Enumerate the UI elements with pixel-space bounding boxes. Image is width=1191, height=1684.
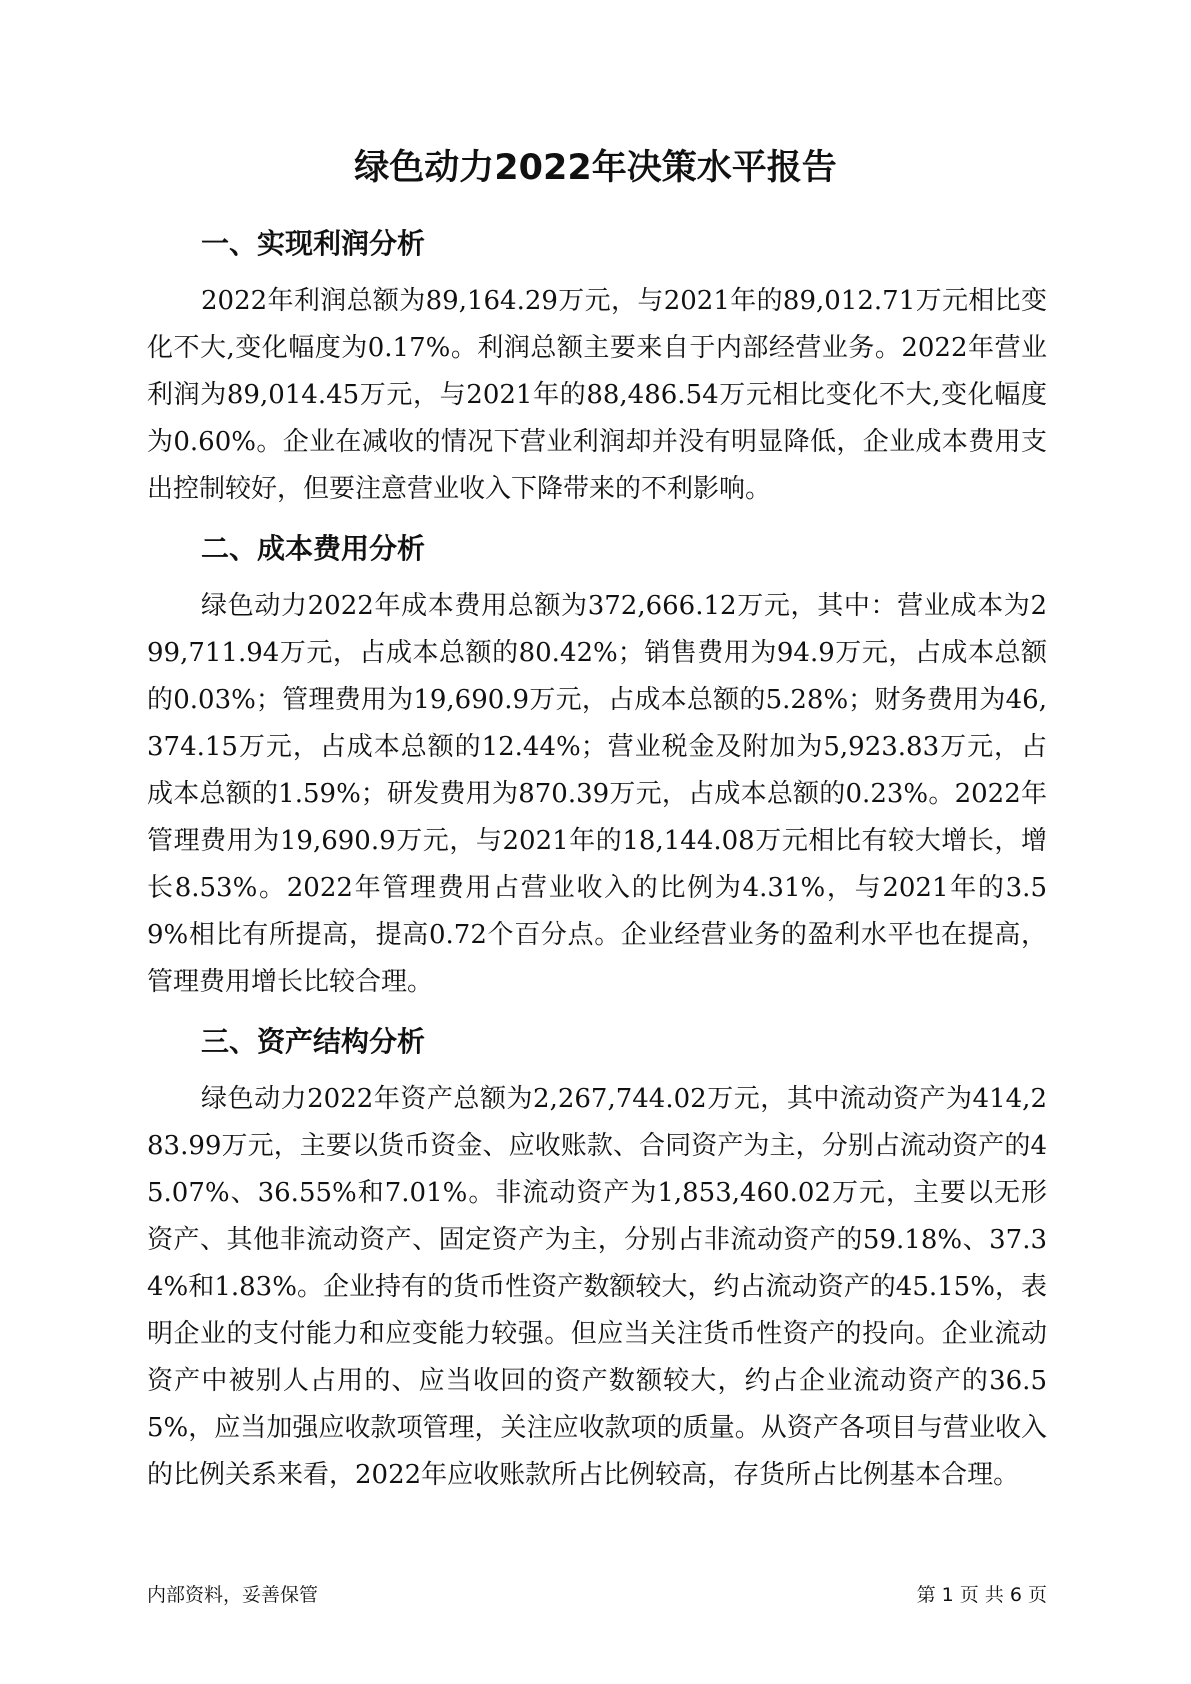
section-paragraph: 绿色动力2022年资产总额为2,267,744.02万元，其中流动资产为414,283.99万元，主要以货币资金、应收账款、合同资产为主，分别占流动资产的45.07%、36.55%和7.01%。非流动资产为1,853,460.02万元，主要以无形资产、其他非流动资产、固定资产为主，分别占非流动资产的59.18%、37.34%和1.83%。企业持有的货币性资产数额较大，约占流动资产的45.15%，表明企业的支付能力和应变能力较强。但应当关注货币性资产的投向。企业流动资产中被别人占用的、应当收回的资产数额较大，约占企业流动资产的36.55%，应当加强应收款项管理，关注应收款项的质量。从资产各项目与营业收入的比例关系来看，2022年应收账款所占比例较高，存货所占比例基本合理。 [147, 1084, 1047, 1490]
section-heading: 三、资产结构分析 [201, 1025, 426, 1058]
section-paragraph: 绿色动力2022年成本费用总额为372,666.12万元，其中：营业成本为299,711.94万元，占成本总额的80.42%；销售费用为94.9万元，占成本总额的0.03%；管理费用为19,690.9万元，占成本总额的5.28%；财务费用为46,374.15万元，占成本总额的12.44%；营业税金及附加为5,923.83万元，占成本总额的1.59%；研发费用为870.39万元，占成本总额的0.23%。2022年管理费用为19,690.9万元，与2021年的18,144.08万元相比有较大增长，增长8.53%。2022年管理费用占营业收入的比例为4.31%，与2021年的3.59%相比有所提高，提高0.72个百分点。企业经营业务的盈利水平也在提高，管理费用增长比较合理。 [147, 591, 1047, 997]
section-heading: 一、实现利润分析 [201, 227, 426, 260]
footer-confidential-note: 内部资料，妥善保管 [147, 1584, 319, 1606]
section-paragraph: 2022年利润总额为89,164.29万元，与2021年的89,012.71万元相比变化不大,变化幅度为0.17%。利润总额主要来自于内部经营业务。2022年营业利润为89,014.45万元，与2021年的88,486.54万元相比变化不大,变化幅度为0.60%。企业在减收的情况下营业利润却并没有明显降低，企业成本费用支出控制较好，但要注意营业收入下降带来的不利影响。 [147, 286, 1047, 504]
section-asset-structure-analysis [147, 1020, 1047, 1499]
document-body [147, 222, 1047, 1513]
footer-page-number: 第 1 页 共 6 页 [916, 1584, 1047, 1606]
section-cost-analysis [147, 527, 1047, 1006]
section-heading: 二、成本费用分析 [201, 532, 426, 565]
document-title: 绿色动力2022年决策水平报告 [354, 148, 837, 188]
section-profit-analysis [147, 222, 1047, 513]
